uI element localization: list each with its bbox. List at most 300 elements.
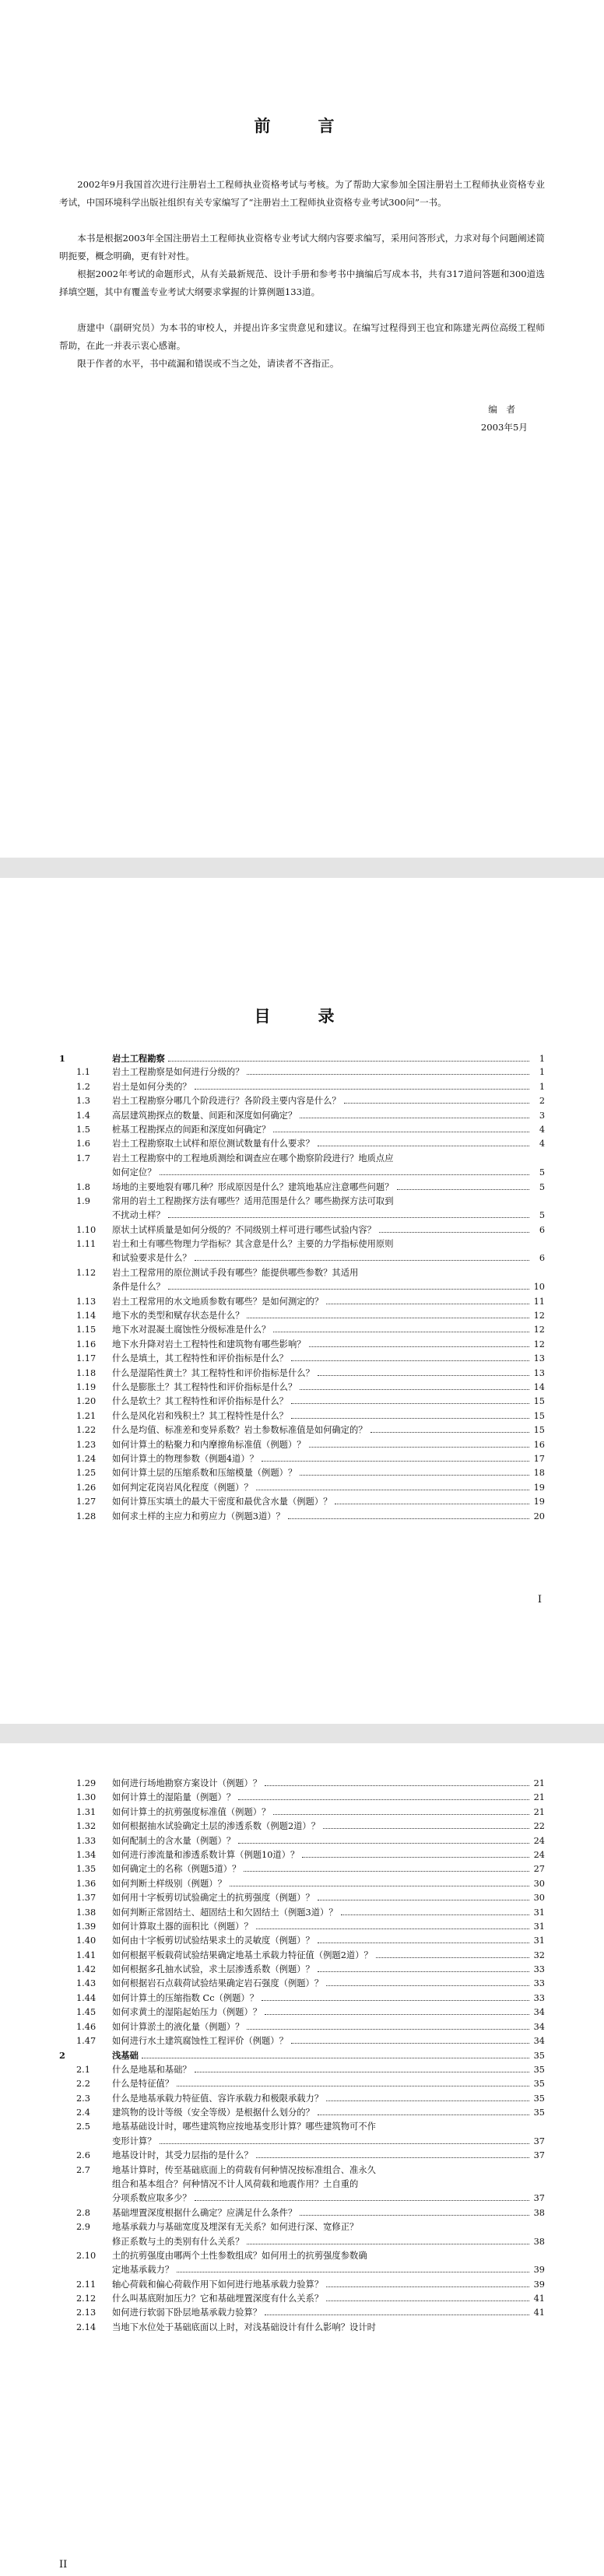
toc-page-number: 10 bbox=[533, 1282, 545, 1293]
toc-entry-number: 1.7 bbox=[76, 1153, 90, 1163]
dot-leader bbox=[247, 2028, 529, 2030]
toc-entry[interactable] bbox=[59, 2263, 545, 2277]
toc-entry-title: 如何根据抽水试验确定土层的渗透系数（例题2道）？ bbox=[112, 1821, 321, 1832]
toc-entry[interactable] bbox=[59, 2106, 545, 2120]
toc-page-number: 20 bbox=[533, 1511, 545, 1521]
toc-entry-number: 1.22 bbox=[76, 1425, 97, 1436]
toc-entry-number: 1.1 bbox=[76, 1067, 90, 1078]
toc-entry-title: 基础埋置深度根据什么确定？应满足什么条件？ bbox=[112, 2207, 297, 2218]
toc-page-number: 31 bbox=[533, 1936, 545, 1946]
toc-entry-number: 2.6 bbox=[76, 2150, 90, 2161]
toc-page-number: 21 bbox=[533, 1792, 545, 1803]
toc-entry[interactable] bbox=[59, 2006, 545, 2020]
toc-page-number: 41 bbox=[533, 2308, 545, 2318]
toc-entry-title: 岩土工程勘察取土试样和原位测试数量有什么要求？ bbox=[112, 1139, 314, 1149]
toc-entry[interactable] bbox=[59, 1381, 545, 1395]
toc-entry-title: 组合和基本组合？何种情况不计人风荷载和地震作用？土自重的 bbox=[112, 2178, 359, 2189]
page-folio: I bbox=[537, 1594, 542, 1606]
toc-entry-number: 1.8 bbox=[76, 1181, 90, 1192]
dot-leader bbox=[230, 1885, 529, 1886]
toc-entry-title: 如何计算土的粘聚力和内摩擦角标准值（例题）？ bbox=[112, 1439, 306, 1450]
toc-entry[interactable] bbox=[59, 1906, 545, 1920]
toc-page-number: 6 bbox=[539, 1224, 545, 1235]
toc-page-number: 5 bbox=[539, 1210, 545, 1221]
toc-entry[interactable] bbox=[59, 1423, 545, 1437]
dot-leader bbox=[344, 1102, 529, 1104]
toc-page-number: 11 bbox=[533, 1296, 545, 1307]
toc-entry-number: 1.42 bbox=[76, 1964, 97, 1975]
toc-entry-title: 岩土工程常用的原位测试手段有哪些？能提供哪些参数？其适用 bbox=[112, 1267, 359, 1278]
dot-leader bbox=[326, 1985, 529, 1986]
toc-entry[interactable] bbox=[59, 1848, 545, 1862]
toc-page-number: 6 bbox=[539, 1253, 545, 1264]
dot-leader bbox=[265, 1785, 529, 1786]
toc-page-number: 21 bbox=[533, 1806, 545, 1817]
toc-entry-number: 1.18 bbox=[76, 1367, 97, 1378]
toc-page-number: 12 bbox=[533, 1339, 545, 1349]
toc-entry[interactable] bbox=[59, 1409, 545, 1423]
toc-chapter[interactable] bbox=[59, 1051, 545, 1065]
toc-page-number: 19 bbox=[533, 1497, 545, 1507]
preface-signature: 编 者 bbox=[488, 404, 515, 415]
toc-entry-title: 如何求黄土的湿陷起始压力（例题）？ bbox=[112, 2007, 262, 2018]
toc-entry-title: 什么是填土，其工程特性和评价指标是什么？ bbox=[112, 1353, 288, 1364]
toc-entry[interactable] bbox=[59, 2077, 545, 2091]
toc-page-number: 35 bbox=[533, 2064, 545, 2075]
toc-page-number: 4 bbox=[539, 1139, 545, 1149]
dot-leader bbox=[273, 1331, 529, 1332]
toc-entry-title: 地基基础设计时，哪些建筑物应按地基变形计算？哪些建筑物可不作 bbox=[112, 2122, 376, 2132]
toc-page-number: 1 bbox=[539, 1081, 545, 1092]
toc-entry-number: 1.24 bbox=[76, 1453, 97, 1464]
dot-leader bbox=[309, 1446, 529, 1448]
toc-page-number: 2 bbox=[539, 1096, 545, 1107]
page-title: 前 言 bbox=[254, 116, 350, 135]
toc-entry[interactable] bbox=[59, 2249, 545, 2263]
toc-entry-title: 地基设计时，其受力层指的是什么？ bbox=[112, 2150, 253, 2161]
toc-page-number: 34 bbox=[533, 2036, 545, 2047]
toc-entry[interactable] bbox=[59, 1891, 545, 1905]
toc-entry-title: 浅基础 bbox=[112, 2050, 139, 2062]
toc-entry[interactable] bbox=[59, 1806, 545, 1820]
toc-entry-title: 如何进行渗流量和渗透系数计算（例题10道）？ bbox=[112, 1849, 300, 1860]
toc-page-number: 24 bbox=[533, 1849, 545, 1860]
toc-page-number: 15 bbox=[533, 1410, 545, 1421]
toc-page-number: 21 bbox=[533, 1778, 545, 1788]
toc-entry-number: 1.30 bbox=[76, 1792, 97, 1803]
toc-page-number: 30 bbox=[533, 1878, 545, 1889]
toc-page-number: 13 bbox=[533, 1353, 545, 1364]
toc-entry[interactable] bbox=[59, 2063, 545, 2077]
toc-entry[interactable] bbox=[59, 1123, 545, 1137]
toc-entry[interactable] bbox=[59, 1223, 545, 1237]
toc-entry-number: 1.31 bbox=[76, 1806, 97, 1817]
toc-entry[interactable] bbox=[59, 1065, 545, 1079]
toc-entry[interactable] bbox=[59, 1820, 545, 1834]
dot-leader bbox=[288, 1518, 529, 1519]
toc-page-number: 37 bbox=[533, 2193, 545, 2204]
dot-leader bbox=[195, 2071, 529, 2072]
toc-entry[interactable] bbox=[59, 2278, 545, 2292]
toc-entry[interactable] bbox=[59, 1237, 545, 1251]
toc-entry-title: 变形计算？ bbox=[112, 2136, 156, 2146]
toc-entry[interactable] bbox=[59, 1934, 545, 1948]
toc-entry-number: 1.25 bbox=[76, 1468, 97, 1479]
toc-page-number: 24 bbox=[533, 1835, 545, 1846]
dot-leader bbox=[247, 1073, 529, 1075]
preface-page bbox=[0, 0, 604, 858]
toc-entry-number: 2 bbox=[59, 2050, 65, 2062]
toc-page-number: 35 bbox=[533, 2093, 545, 2104]
dot-leader bbox=[168, 1288, 529, 1290]
toc-entry[interactable] bbox=[59, 1834, 545, 1848]
dot-leader bbox=[168, 1216, 529, 1218]
toc-entry-number: 1.15 bbox=[76, 1325, 97, 1335]
toc-entry-number: 1.16 bbox=[76, 1339, 97, 1349]
dot-leader bbox=[168, 1060, 529, 1062]
toc-entry-number: 1.39 bbox=[76, 1921, 97, 1932]
toc-page-number: 18 bbox=[533, 1468, 545, 1479]
toc-page-number: 15 bbox=[533, 1425, 545, 1436]
dot-leader bbox=[273, 1131, 529, 1132]
toc-entry-number: 1.28 bbox=[76, 1511, 97, 1521]
toc-entry-number: 1.38 bbox=[76, 1907, 97, 1918]
dot-leader bbox=[291, 1417, 529, 1419]
toc-title: 目 录 bbox=[254, 1006, 350, 1026]
dot-leader bbox=[256, 1489, 529, 1490]
dot-leader bbox=[370, 1431, 529, 1433]
toc-entry[interactable] bbox=[59, 1295, 545, 1309]
toc-entry-title: 地下水的类型和赋存状态是什么？ bbox=[112, 1311, 244, 1321]
toc-entry[interactable] bbox=[59, 1862, 545, 1876]
dot-leader bbox=[326, 1303, 529, 1304]
toc-entry-number: 1.5 bbox=[76, 1124, 90, 1135]
toc-entry-number: 1.12 bbox=[76, 1267, 97, 1278]
toc-entry[interactable] bbox=[59, 1777, 545, 1791]
dot-leader bbox=[379, 1231, 529, 1233]
toc-entry[interactable] bbox=[59, 1080, 545, 1094]
toc-entry-title: 什么是地基承载力特征值、容许承载力和极限承载力？ bbox=[112, 2093, 324, 2104]
dot-leader bbox=[256, 1928, 529, 1929]
preface-paragraph: 2002年9月我国首次进行注册岩土工程师执业资格考试与考核。为了帮助大家参加全国注册岩土工程师执业资格专业考试，中国环境科学出版社组织有关专家编写了“注册岩土工程师执业资格专业考试300问”一书。 bbox=[59, 179, 545, 208]
toc-page-number: 38 bbox=[533, 2207, 545, 2218]
dot-leader bbox=[326, 2300, 529, 2301]
toc-list bbox=[59, 1051, 545, 1524]
toc-entry[interactable] bbox=[59, 2034, 545, 2048]
toc-entry-title: 如何求土样的主应力和剪应力（例题3道）？ bbox=[112, 1511, 285, 1521]
toc-entry-title: 修正系数与土的类别有什么关系？ bbox=[112, 2236, 244, 2247]
dot-leader bbox=[300, 1388, 529, 1390]
toc-entry-title: 如何计算土的湿陷量（例题）？ bbox=[112, 1792, 236, 1803]
toc-entry-title: 岩土工程勘察中的工程地质测绘和调查应在哪个勘察阶段进行？地质点应 bbox=[112, 1153, 394, 1163]
toc-entry[interactable] bbox=[59, 1452, 545, 1466]
toc-entry[interactable] bbox=[59, 1280, 545, 1294]
toc-entry-title: 什么是均值、标准差和变异系数？岩土参数标准值是如何确定的？ bbox=[112, 1425, 367, 1436]
toc-entry-number: 1.9 bbox=[76, 1195, 90, 1206]
dot-leader bbox=[302, 1856, 529, 1858]
toc-entry-title: 如何根据岩石点载荷试验结果确定岩石强度（例题）？ bbox=[112, 1978, 324, 1989]
toc-entry[interactable] bbox=[59, 2120, 545, 2134]
toc-entry[interactable] bbox=[59, 1094, 545, 1108]
toc-entry-title: 岩土和土有哪些物理力学指标？其含意是什么？主要的力学指标使用原则 bbox=[112, 1239, 394, 1250]
toc-entry-title: 如何进行场地勘察方案设计（例题）？ bbox=[112, 1778, 262, 1788]
toc-page-number: 35 bbox=[533, 2107, 545, 2118]
toc-entry-number: 2.11 bbox=[76, 2279, 97, 2290]
toc-entry[interactable] bbox=[59, 1395, 545, 1409]
toc-entry[interactable] bbox=[59, 2092, 545, 2106]
dot-leader bbox=[160, 2143, 530, 2144]
toc-entry[interactable] bbox=[59, 2149, 545, 2163]
dot-leader bbox=[318, 1971, 529, 1972]
toc-entry[interactable] bbox=[59, 1109, 545, 1123]
toc-entry[interactable] bbox=[59, 1209, 545, 1223]
toc-entry-number: 1.3 bbox=[76, 1096, 90, 1107]
toc-page-number: 12 bbox=[533, 1325, 545, 1335]
toc-entry-number: 2.8 bbox=[76, 2207, 90, 2218]
toc-entry[interactable] bbox=[59, 2164, 545, 2178]
dot-leader bbox=[326, 2100, 529, 2101]
toc-entry-number: 1.43 bbox=[76, 1978, 97, 1989]
toc-entry-number: 2.2 bbox=[76, 2079, 90, 2090]
dot-leader bbox=[318, 1942, 529, 1943]
toc-entry[interactable] bbox=[59, 1367, 545, 1381]
toc-entry[interactable] bbox=[59, 1166, 545, 1180]
toc-entry-title: 什么叫基底附加压力？它和基础埋置深度有什么关系？ bbox=[112, 2293, 324, 2304]
toc-page-number: 1 bbox=[539, 1067, 545, 1078]
toc-entry-title: 地基承载力与基础宽度及埋深有无关系？如何进行深、宽修正？ bbox=[112, 2222, 359, 2233]
toc-entry-title: 定地基承载力？ bbox=[112, 2265, 174, 2276]
toc-entry-title: 岩土是如何分类的？ bbox=[112, 1081, 191, 1092]
dot-leader bbox=[238, 1799, 529, 1800]
toc-entry-title: 如何计算取土器的面积比（例题）？ bbox=[112, 1921, 253, 1932]
toc-entry[interactable] bbox=[59, 1309, 545, 1323]
dot-leader bbox=[265, 2013, 529, 2015]
toc-entry-title: 岩土工程勘察 bbox=[112, 1053, 165, 1064]
toc-entry-title: 不扰动土样？ bbox=[112, 1210, 165, 1221]
dot-leader bbox=[195, 1088, 529, 1090]
toc-entry[interactable] bbox=[59, 1963, 545, 1977]
toc-entry[interactable] bbox=[59, 2220, 545, 2234]
toc-entry-title: 如何根据多孔抽水试验，求土层渗透系数（例题）？ bbox=[112, 1964, 314, 1975]
toc-entry-number: 1.23 bbox=[76, 1439, 97, 1450]
toc-entry-number: 2.9 bbox=[76, 2222, 90, 2233]
toc-entry[interactable] bbox=[59, 1137, 545, 1151]
dot-leader bbox=[291, 2042, 529, 2044]
toc-page-number: 19 bbox=[533, 1482, 545, 1493]
toc-entry-title: 如何定位？ bbox=[112, 1167, 156, 1178]
toc-entry-number: 1.11 bbox=[76, 1239, 97, 1250]
toc-entry-title: 什么是湿陷性黄土？其工程特性和评价指标是什么？ bbox=[112, 1367, 314, 1378]
toc-entry-title: 如何计算淤土的液化量（例题）？ bbox=[112, 2021, 244, 2032]
toc-entry[interactable] bbox=[59, 1438, 545, 1452]
toc-entry-title: 如何根据平板载荷试验结果确定地基土承载力特征值（例题2道）？ bbox=[112, 1950, 373, 1960]
dot-leader bbox=[300, 1117, 529, 1118]
toc-page-number: 30 bbox=[533, 1893, 545, 1904]
toc-entry-number: 1.6 bbox=[76, 1139, 90, 1149]
dot-leader bbox=[397, 1188, 529, 1190]
toc-entry-title: 什么是软土？其工程特性和评价指标是什么？ bbox=[112, 1396, 288, 1407]
toc-entry[interactable] bbox=[59, 2206, 545, 2220]
toc-entry[interactable] bbox=[59, 1949, 545, 1963]
toc-page-number: 35 bbox=[533, 2051, 545, 2062]
toc-entry[interactable] bbox=[59, 2178, 545, 2192]
toc-entry[interactable] bbox=[59, 1920, 545, 1934]
toc-entry[interactable] bbox=[59, 1152, 545, 1166]
toc-entry-title: 如何判断正常固结土、超固结土和欠固结土（例题3道）？ bbox=[112, 1907, 338, 1918]
toc-entry[interactable] bbox=[59, 2321, 545, 2335]
toc-entry[interactable] bbox=[59, 2292, 545, 2306]
toc-entry[interactable] bbox=[59, 1495, 545, 1509]
toc-page-number: 32 bbox=[533, 1950, 545, 1960]
toc-chapter[interactable] bbox=[59, 2048, 545, 2062]
toc-entry[interactable] bbox=[59, 1251, 545, 1265]
toc-entry-title: 如何用十字板剪切试验确定土的抗剪强度（例题）？ bbox=[112, 1893, 314, 1904]
toc-entry[interactable] bbox=[59, 2306, 545, 2320]
toc-entry-number: 1.13 bbox=[76, 1296, 97, 1307]
toc-entry-title: 原状土试样质量是如何分级的？不同级别土样可进行哪些试验内容？ bbox=[112, 1224, 376, 1235]
dot-leader bbox=[262, 1460, 529, 1462]
toc-entry-title: 分项系数应取多少？ bbox=[112, 2193, 191, 2204]
dot-leader bbox=[244, 1870, 529, 1872]
toc-entry[interactable] bbox=[59, 1877, 545, 1891]
toc-entry-title: 如何计算土的压缩指数 Cc（例题）？ bbox=[112, 1992, 259, 2003]
toc-entry[interactable] bbox=[59, 1481, 545, 1495]
toc-entry[interactable] bbox=[59, 1266, 545, 1280]
toc-entry-number: 1.46 bbox=[76, 2021, 97, 2032]
toc-entry-title: 什么是风化岩和残积土？其工程特性是什么？ bbox=[112, 1410, 288, 1421]
toc-entry-title: 岩土工程常用的水文地质参数有哪些？是如何测定的？ bbox=[112, 1296, 324, 1307]
toc-entry-number: 1.27 bbox=[76, 1497, 97, 1507]
toc-entry[interactable] bbox=[59, 2235, 545, 2249]
toc-page-number: 12 bbox=[533, 1311, 545, 1321]
toc-entry-number: 1.36 bbox=[76, 1878, 97, 1889]
toc-entry[interactable] bbox=[59, 1323, 545, 1337]
toc-entry-title: 地下水对混凝土腐蚀性分级标准是什么？ bbox=[112, 1325, 271, 1335]
toc-page-number: 31 bbox=[533, 1921, 545, 1932]
toc-entry-number: 1.2 bbox=[76, 1081, 90, 1092]
toc-page-number: 38 bbox=[533, 2236, 545, 2247]
dot-leader bbox=[247, 1317, 529, 1318]
toc-entry-title: 常用的岩土工程勘探方法有哪些？适用范围是什么？哪些勘探方法可取到 bbox=[112, 1195, 394, 1206]
dot-leader bbox=[142, 2057, 529, 2058]
toc-entry[interactable] bbox=[59, 1977, 545, 1991]
toc-entry-number: 1.33 bbox=[76, 1835, 97, 1846]
toc-entry-title: 什么是膨胀土？其工程特性和评价指标是什么？ bbox=[112, 1381, 297, 1392]
toc-entry-number: 1.40 bbox=[76, 1936, 97, 1946]
dot-leader bbox=[177, 2085, 529, 2086]
toc-entry-title: 轴心荷载和偏心荷载作用下如何进行地基承载力验算？ bbox=[112, 2279, 324, 2290]
toc-entry-number: 1.21 bbox=[76, 1410, 97, 1421]
toc-entry-number: 1.20 bbox=[76, 1396, 97, 1407]
toc-entry[interactable] bbox=[59, 2135, 545, 2149]
toc-entry-number: 1.45 bbox=[76, 2007, 97, 2018]
toc-entry[interactable] bbox=[59, 1338, 545, 1352]
dot-leader bbox=[335, 1503, 529, 1504]
toc-entry-title: 当地下水位处于基础底面以上时，对浅基础设计有什么影响？设计时 bbox=[112, 2322, 376, 2332]
toc-entry-title: 如何确定土的名称（例题5道）？ bbox=[112, 1864, 241, 1875]
toc-entry-number: 2.1 bbox=[76, 2064, 90, 2075]
dot-leader bbox=[300, 1474, 529, 1476]
toc-entry-number: 1.37 bbox=[76, 1893, 97, 1904]
toc-entry-title: 如何计算土的物理参数（例题4道）？ bbox=[112, 1453, 258, 1464]
preface-paragraph: 唐建中（副研究员）为本书的审校人，并提出许多宝贵意见和建议。在编写过程得到王也宜和陈建光两位高级工程师帮助，在此一并表示衷心感谢。 bbox=[59, 322, 545, 351]
toc-entry-number: 1.34 bbox=[76, 1849, 97, 1860]
dot-leader bbox=[318, 1899, 529, 1900]
toc-entry[interactable] bbox=[59, 2192, 545, 2206]
toc-page-number: 37 bbox=[533, 2150, 545, 2161]
toc-entry-number: 1.4 bbox=[76, 1110, 90, 1121]
toc-page-number: 34 bbox=[533, 2007, 545, 2018]
toc-page-number: 33 bbox=[533, 1978, 545, 1989]
toc-entry-title: 地下水升降对岩土工程特性和建筑物有哪些影响？ bbox=[112, 1339, 306, 1349]
dot-leader bbox=[309, 1346, 529, 1347]
dot-leader bbox=[195, 1259, 529, 1261]
toc-entry-title: 条件是什么？ bbox=[112, 1282, 165, 1293]
toc-entry[interactable] bbox=[59, 2020, 545, 2034]
toc-entry-number: 1.35 bbox=[76, 1864, 97, 1875]
toc-entry-number: 1.26 bbox=[76, 1482, 97, 1493]
toc-page-number: 39 bbox=[533, 2265, 545, 2276]
toc-entry[interactable] bbox=[59, 1992, 545, 2006]
toc-page-number: 4 bbox=[539, 1124, 545, 1135]
toc-entry[interactable] bbox=[59, 1195, 545, 1209]
toc-entry[interactable] bbox=[59, 1510, 545, 1524]
toc-entry-number: 1.32 bbox=[76, 1821, 97, 1832]
toc-entry-title: 什么是特征值？ bbox=[112, 2079, 174, 2090]
toc-entry-number: 1.47 bbox=[76, 2036, 97, 2047]
toc-entry[interactable] bbox=[59, 1791, 545, 1805]
toc-entry-title: 如何配制土的含水量（例题）？ bbox=[112, 1835, 236, 1846]
dot-leader bbox=[326, 2286, 529, 2287]
preface-date: 2003年5月 bbox=[480, 422, 528, 433]
toc-entry-number: 2.14 bbox=[76, 2322, 97, 2332]
toc-page-number: 31 bbox=[533, 1907, 545, 1918]
toc-page-number: 34 bbox=[533, 2021, 545, 2032]
toc-entry-number: 2.4 bbox=[76, 2107, 90, 2118]
toc-entry-title: 如何判断土样级别（例题）？ bbox=[112, 1878, 226, 1889]
dot-leader bbox=[262, 1999, 529, 2001]
toc-entry-title: 和试验要求是什么？ bbox=[112, 1253, 191, 1264]
toc-entry-number: 1.19 bbox=[76, 1381, 97, 1392]
toc-entry-number: 2.12 bbox=[76, 2293, 97, 2304]
toc-entry-title: 如何进行水土建筑腐蚀性工程评价（例题）？ bbox=[112, 2036, 288, 2047]
toc-page-number: 39 bbox=[533, 2279, 545, 2290]
toc-entry-title: 岩土工程勘察分哪几个阶段进行？各阶段主要内容是什么？ bbox=[112, 1096, 341, 1107]
dot-leader bbox=[160, 1174, 530, 1175]
toc-entry-title: 什么是地基和基础？ bbox=[112, 2064, 191, 2075]
toc-entry-number: 2.5 bbox=[76, 2122, 90, 2132]
toc-entry-title: 如何由十字板剪切试验结果求土的灵敏度（例题）？ bbox=[112, 1936, 314, 1946]
toc-page-number: 22 bbox=[533, 1821, 545, 1832]
toc-entry-number: 1 bbox=[59, 1053, 65, 1064]
toc-page-number: 16 bbox=[533, 1439, 545, 1450]
dot-leader bbox=[256, 2157, 529, 2158]
toc-entry-number: 1.44 bbox=[76, 1992, 97, 2003]
toc-page-ii bbox=[0, 1743, 604, 2576]
dot-leader bbox=[265, 2314, 529, 2315]
preface-paragraph: 限于作者的水平，书中疏漏和错误或不当之处，请读者不吝指正。 bbox=[77, 358, 339, 369]
toc-page-number: 17 bbox=[533, 1453, 545, 1464]
toc-entry[interactable] bbox=[59, 1181, 545, 1195]
toc-entry[interactable] bbox=[59, 1466, 545, 1480]
toc-page-number: 5 bbox=[539, 1167, 545, 1178]
toc-page-number: 3 bbox=[539, 1110, 545, 1121]
toc-entry-number: 2.10 bbox=[76, 2250, 97, 2261]
toc-entry-title: 岩土工程勘察是如何进行分级的？ bbox=[112, 1067, 244, 1078]
dot-leader bbox=[318, 2114, 529, 2115]
toc-entry[interactable] bbox=[59, 1352, 545, 1366]
toc-entry-number: 1.10 bbox=[76, 1224, 97, 1235]
